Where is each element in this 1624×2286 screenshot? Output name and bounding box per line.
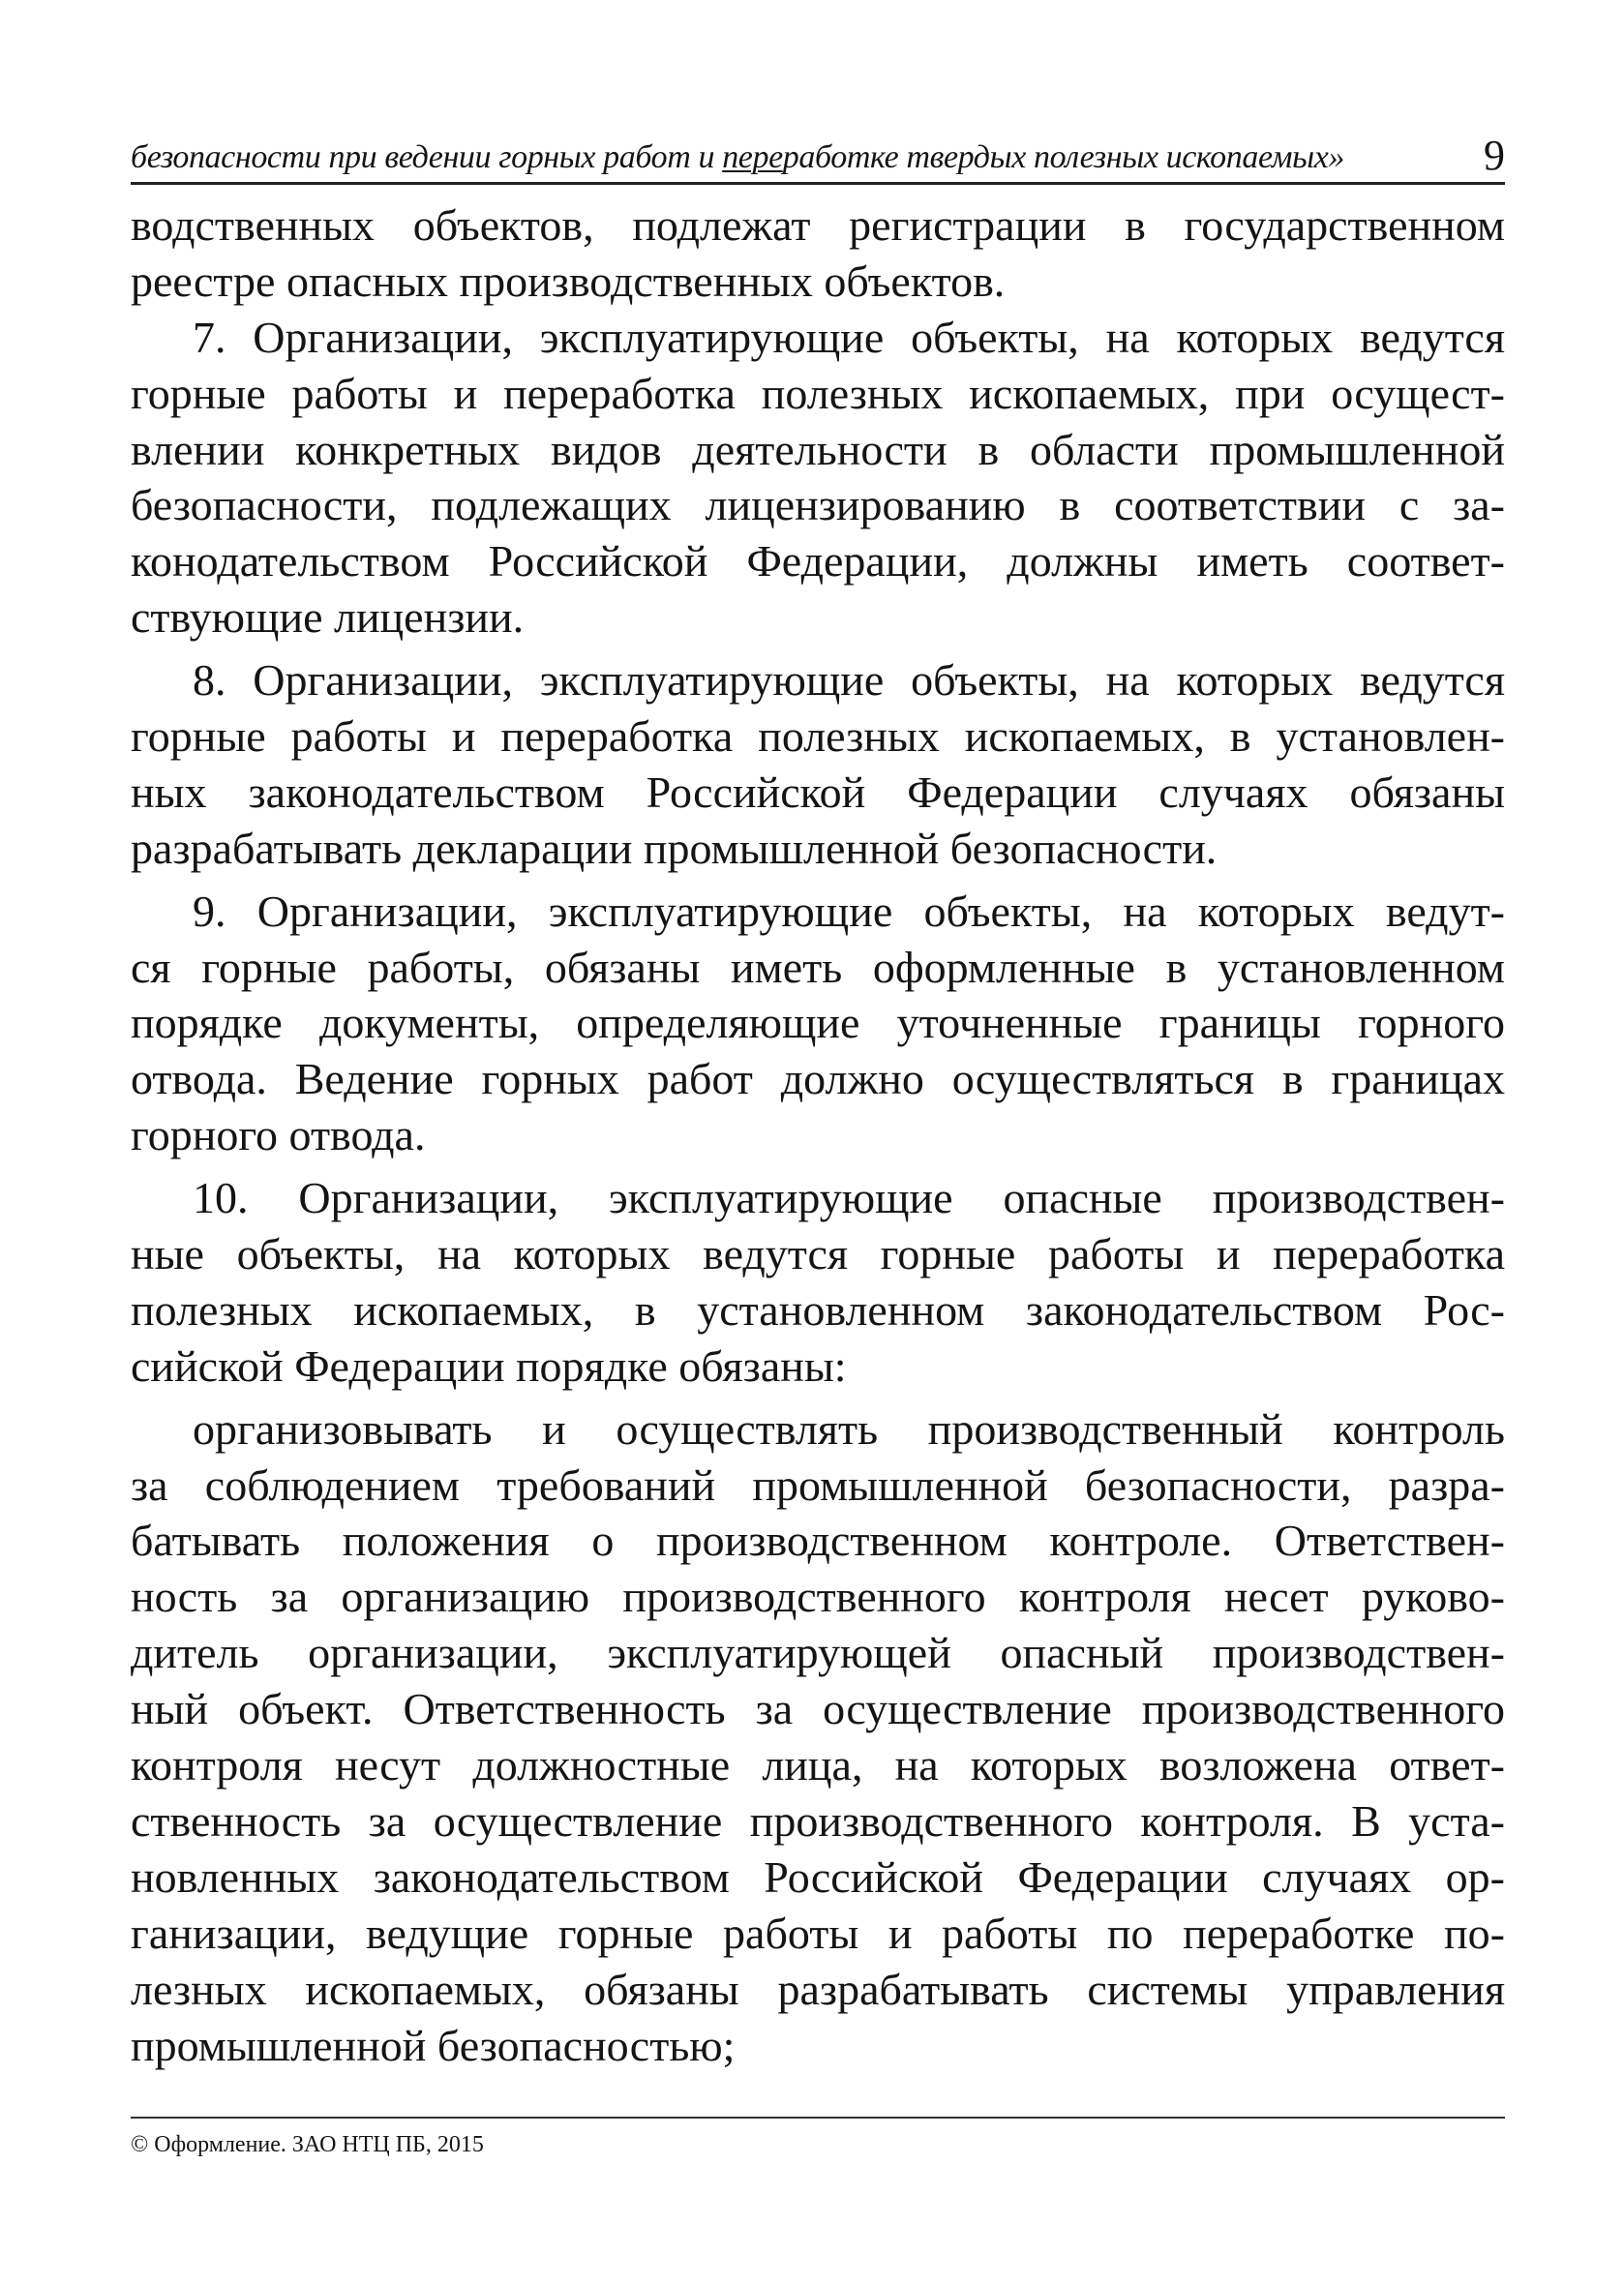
header-title-part-1: безопасности при ведении горных работ и xyxy=(131,139,723,175)
paragraph-continuation xyxy=(131,197,1505,310)
text-line: водственных объектов, подлежат регистрации в государственном xyxy=(131,200,1505,250)
text-line: контроля несут должностные лица, на которых возложена ответ- xyxy=(131,1740,1505,1790)
text-line: ность за организацию производственного контроля несет руково- xyxy=(131,1572,1505,1622)
paragraph-item-9 xyxy=(131,884,1505,1163)
text-line: безопасности, подлежащих лицензированию в соответствии с за- xyxy=(131,480,1505,530)
text-line: ганизации, ведущие горные работы и работы по переработке по- xyxy=(131,1908,1505,1958)
running-header xyxy=(131,132,1505,185)
text-line: промышленной безопасностью; xyxy=(131,2020,736,2070)
text-line: 7. Организации, эксплуатирующие объекты, на которых ведутся xyxy=(193,312,1505,362)
text-line: разрабатывать декларации промышленной безопасности. xyxy=(131,823,1218,873)
footer-divider xyxy=(131,2117,1505,2119)
text-line: горного отвода. xyxy=(131,1110,426,1160)
paragraph-item-8 xyxy=(131,652,1505,877)
text-line: дитель организации, эксплуатирующей опасный производствен- xyxy=(131,1628,1505,1678)
text-line: ный объект. Ответственность за осуществление производственного xyxy=(131,1684,1505,1734)
paragraph-item-7 xyxy=(131,310,1505,646)
text-line: ных законодательством Российской Федерации случаях обязаны xyxy=(131,767,1505,817)
text-line: отвода. Ведение горных работ должно осуществляться в границах xyxy=(131,1054,1505,1104)
text-line: горные работы и переработка полезных ископаемых, при осущест- xyxy=(131,368,1505,418)
text-line: 10. Организации, эксплуатирующие опасные производствен- xyxy=(193,1173,1505,1223)
text-line: 8. Организации, эксплуатирующие объекты, на которых ведутся xyxy=(193,655,1505,706)
running-header-title xyxy=(131,139,1344,176)
text-line: влении конкретных видов деятельности в области промышленной xyxy=(131,424,1505,474)
text-line: горные работы и переработка полезных ископаемых, в установлен- xyxy=(131,711,1505,762)
footer-copyright: © Оформление. ЗАО НТЦ ПБ, 2015 xyxy=(131,2132,484,2157)
text-line: ствующие лицензии. xyxy=(131,592,525,643)
paragraph-item-10 xyxy=(131,1170,1505,1395)
text-line: 9. Организации, эксплуатирующие объекты, на которых ведут- xyxy=(193,886,1505,936)
paragraph-item-10-subpoint xyxy=(131,1401,1505,2074)
header-title-part-2: работке твердых полезных ископаемых» xyxy=(782,139,1344,175)
text-line: новленных законодательством Российской Федерации случаях ор- xyxy=(131,1851,1505,1902)
text-line: конодательством Российской Федерации, должны иметь соответ- xyxy=(131,536,1505,587)
text-line: полезных ископаемых, в установленном законодательством Рос- xyxy=(131,1284,1505,1335)
page-number: 9 xyxy=(1484,132,1505,179)
text-line: реестре опасных производственных объектов. xyxy=(131,256,1006,306)
text-line: ные объекты, на которых ведутся горные работы и переработка xyxy=(131,1229,1505,1279)
text-line: ственность за осуществление производственного контроля. В уста- xyxy=(131,1795,1505,1846)
text-line: ся горные работы, обязаны иметь оформленные в установленном xyxy=(131,942,1505,992)
text-line: за соблюдением требований промышленной безопасности, разра- xyxy=(131,1459,1505,1510)
header-title-underlined: пере xyxy=(722,139,783,175)
text-line: лезных ископаемых, обязаны разрабатывать системы управления xyxy=(131,1964,1505,2014)
body-text xyxy=(131,197,1505,2073)
text-line: порядке документы, определяющие уточненные границы горного xyxy=(131,998,1505,1048)
text-line: батывать положения о производственном контроле. Ответствен- xyxy=(131,1516,1505,1566)
text-line: организовывать и осуществлять производственный контроль xyxy=(193,1403,1505,1454)
text-line: сийской Федерации порядке обязаны: xyxy=(131,1340,847,1391)
